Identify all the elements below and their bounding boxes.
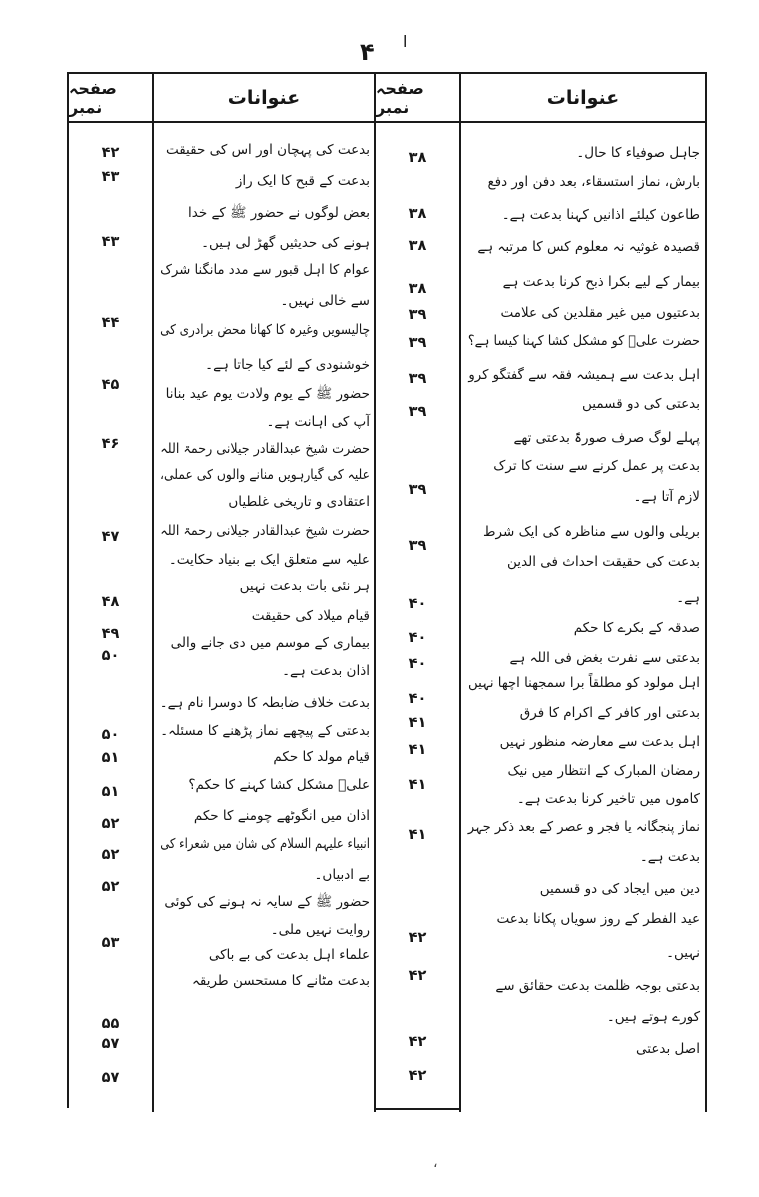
left-page-number: ۴۸ — [101, 594, 120, 610]
right-entry: بدعت ہے۔ — [639, 849, 700, 865]
left-entry: حضرت شیخ عبدالقادر جیلانی رحمۃ اللہ — [160, 523, 370, 539]
left-page-number: ۵۱ — [101, 784, 120, 800]
right-entry: بدعتی سے نفرت بغض فی اللہ ہے — [509, 650, 700, 666]
left-entry: روایت نہیں ملی۔ — [270, 922, 370, 938]
left-entry: اذان بدعت ہے۔ — [282, 663, 370, 679]
left-page-number: ۴۴ — [101, 315, 120, 331]
right-page-number: ۳۸ — [408, 281, 427, 297]
left-entry: علیؓ مشکل کشا کہنے کا حکم؟ — [188, 777, 370, 793]
left-entry: انبیاء علیہم السلام کی شان میں شعراء کی — [160, 836, 370, 852]
left-entry: قیام مولد کا حکم — [273, 749, 370, 765]
right-page-number: ۴۲ — [408, 930, 427, 946]
right-entry: بدعتیوں میں غیر مقلدین کی علامت — [500, 305, 700, 321]
header-right-topics: عنوانات — [546, 87, 620, 109]
left-entry: بدعت مٹانے کا مستحسن طریقہ — [191, 973, 370, 989]
left-entry: سے خالی نہیں۔ — [280, 293, 370, 309]
right-page-number: ۴۲ — [408, 968, 427, 984]
right-entry: اہل بدعت سے ہمیشہ فقہ سے گفتگو کرو — [468, 367, 700, 383]
page-mark-bottom: ، — [433, 1155, 438, 1171]
right-entry: جاہل صوفیاء کا حال۔ — [576, 145, 700, 161]
right-page-number: ۳۹ — [408, 404, 427, 420]
left-page-number: ۴۲ — [101, 145, 120, 161]
left-page-number: ۴۵ — [101, 377, 120, 393]
left-entry: اعتقادی و تاریخی غلطیاں — [228, 494, 370, 510]
left-page-number: ۵۷ — [101, 1070, 120, 1086]
right-page-number: ۳۹ — [408, 335, 427, 351]
left-page-number: ۵۰ — [101, 727, 120, 743]
left-entry: بدعت کے قبح کا ایک راز — [235, 173, 370, 189]
right-entry: بدعتی اور کافر کے اکرام کا فرق — [519, 705, 700, 721]
right-page-number: ۴۰ — [408, 596, 427, 612]
right-entry: لازم آتا ہے۔ — [633, 489, 700, 505]
left-page-number: ۵۲ — [101, 847, 120, 863]
left-page-number: ۵۳ — [101, 935, 120, 951]
right-entry: صدقہ کے بکرے کا حکم — [573, 620, 700, 636]
left-entry: بعض لوگوں نے حضور ﷺ کے خدا — [188, 205, 370, 221]
right-page-number: ۴۱ — [408, 715, 427, 731]
left-entry: حضور ﷺ کے سایہ نہ ہونے کی کوئی — [164, 894, 370, 910]
right-page-number: ۳۹ — [408, 482, 427, 498]
right-entry: بدعتی کی دو قسمیں — [582, 396, 700, 412]
left-entry: ہونے کی حدیثیں گھڑ لی ہیں۔ — [201, 235, 370, 251]
right-entry: بریلی والوں سے مناظرہ کی ایک شرط — [483, 524, 700, 540]
left-entry: بدعت خلاف ضابطہ کا دوسرا نام ہے۔ — [159, 695, 370, 711]
left-page-number: ۴۳ — [101, 234, 120, 250]
right-entry: بدعت پر عمل کرنے سے سنت کا ترک — [493, 458, 700, 474]
right-entry: نہیں۔ — [666, 945, 700, 961]
right-entry: بدعتی بوجہ ظلمت بدعت حقائق سے — [495, 978, 700, 994]
right-page-number: ۴۰ — [408, 630, 427, 646]
right-entry: قصیدہ غوثیہ نہ معلوم کس کا مرتبہ ہے — [477, 239, 700, 255]
page-mark-top: ا — [403, 32, 408, 51]
left-entry: بدعتی کے پیچھے نماز پڑھنے کا مسئلہ۔ — [160, 723, 370, 739]
column-divider-1 — [152, 72, 154, 1112]
right-entry: بارش، نماز استسقاء، بعد دفن اور دفع — [487, 174, 700, 190]
left-entry: حضور ﷺ کے یوم ولادت یوم عید بنانا — [165, 386, 370, 402]
right-page-number: ۳۸ — [408, 150, 427, 166]
right-entry: اہل بدعت سے معارضہ منظور نہیں — [499, 734, 700, 750]
right-page-number: ۳۸ — [408, 206, 427, 222]
right-entry: رمضان المبارک کے انتظار میں نیک — [507, 763, 700, 779]
left-entry: چالیسویں وغیرہ کا کھانا محض برادری کی — [160, 322, 370, 338]
right-entry: پہلے لوگ صرف صورۃً بدعتی تھے — [513, 430, 700, 446]
right-page-number: ۳۸ — [408, 238, 427, 254]
right-page-number: ۴۱ — [408, 777, 427, 793]
left-page-number: ۴۶ — [101, 436, 120, 452]
page-number: ۴ — [360, 38, 375, 66]
right-entry: طاعون کیلئے اذانیں کہنا بدعت ہے۔ — [501, 207, 700, 223]
border-right — [705, 72, 707, 1112]
left-entry: اذان میں انگوٹھے چومنے کا حکم — [193, 808, 370, 824]
right-entry: حضرت علیؓ کو مشکل کشا کہنا کیسا ہے؟ — [467, 333, 700, 349]
right-entry: بیمار کے لیے بکرا ذبح کرنا بدعت ہے — [502, 274, 700, 290]
right-entry: نماز پنجگانہ یا فجر و عصر کے بعد ذکر جہر — [467, 819, 700, 835]
right-entry: بدعت کی حقیقت احداث فی الدین — [507, 554, 700, 570]
left-entry: علیہ سے متعلق ایک بے بنیاد حکایت۔ — [168, 552, 370, 568]
right-page-number: ۴۱ — [408, 827, 427, 843]
left-entry: عوام کا اہل قبور سے مدد مانگنا شرک — [160, 262, 370, 278]
left-entry: قیام میلاد کی حقیقت — [251, 608, 370, 624]
border-bottom — [374, 1108, 461, 1110]
header-left-page: صفحہ نمبر — [69, 79, 117, 117]
left-page-number: ۵۷ — [101, 1036, 120, 1052]
header-left-topics: عنوانات — [227, 87, 301, 109]
left-entry: بے ادبیاں۔ — [314, 867, 370, 883]
left-page-number: ۴۳ — [101, 169, 120, 185]
right-entry: دین میں ایجاد کی دو قسمیں — [539, 881, 700, 897]
column-divider-2 — [374, 72, 376, 1112]
right-entry: عید الفطر کے روز سویاں پکانا بدعت — [496, 911, 700, 927]
left-entry: بدعت کی پہچان اور اس کی حقیقت — [165, 142, 370, 158]
column-divider-3 — [459, 72, 461, 1112]
left-entry: آپ کی اہانت ہے۔ — [266, 414, 370, 430]
header-right-page: صفحہ نمبر — [376, 79, 424, 117]
right-page-number: ۴۲ — [408, 1034, 427, 1050]
right-page-number: ۴۲ — [408, 1068, 427, 1084]
left-page-number: ۵۵ — [101, 1016, 120, 1032]
left-entry: خوشنودی کے لئے کیا جاتا ہے۔ — [205, 357, 370, 373]
right-entry: اصل بدعتی — [636, 1041, 700, 1057]
right-page-number: ۴۰ — [408, 656, 427, 672]
left-entry: علماء اہل بدعت کی بے باکی — [208, 947, 370, 963]
left-entry: ہر نئی بات بدعت نہیں — [239, 578, 370, 594]
left-page-number: ۴۷ — [101, 529, 120, 545]
left-page-number: ۵۲ — [101, 879, 120, 895]
right-entry: ہے۔ — [676, 590, 700, 606]
right-entry: کورے ہوتے ہیں۔ — [606, 1009, 700, 1025]
left-entry: بیماری کے موسم میں دی جانے والی — [170, 635, 370, 651]
right-page-number: ۴۱ — [408, 742, 427, 758]
left-entry: حضرت شیخ عبدالقادر جیلانی رحمۃ اللہ — [160, 441, 370, 457]
right-page-number: ۳۹ — [408, 538, 427, 554]
left-entry: علیہ کی گیارہویں منانے والوں کی عملی، — [160, 467, 370, 483]
right-entry: کاموں میں تاخیر کرنا بدعت ہے۔ — [516, 791, 700, 807]
right-page-number: ۳۹ — [408, 371, 427, 387]
right-page-number: ۴۰ — [408, 691, 427, 707]
left-page-number: ۵۰ — [101, 648, 120, 664]
left-page-number: ۵۲ — [101, 816, 120, 832]
left-page-number: ۴۹ — [101, 626, 120, 642]
right-entry: اہل مولود کو مطلقاً برا سمجھنا اچھا نہیں — [468, 675, 700, 691]
left-page-number: ۵۱ — [101, 750, 120, 766]
right-page-number: ۳۹ — [408, 307, 427, 323]
